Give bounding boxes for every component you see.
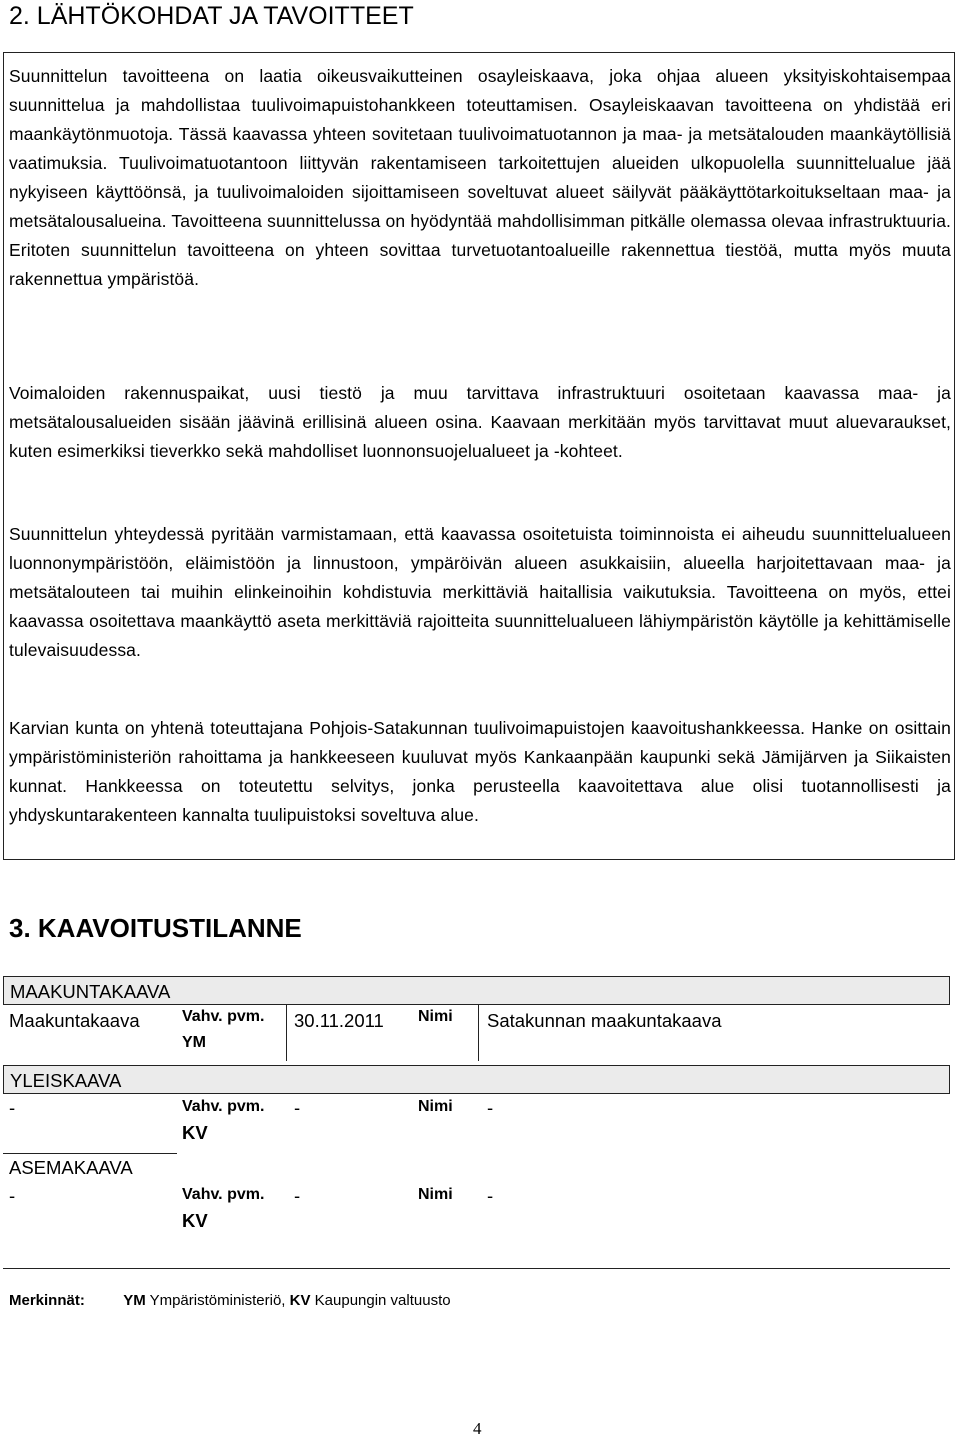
table-bottom-rule (3, 1268, 950, 1269)
yleiskaava-vahv-authority: KV (182, 1122, 208, 1143)
yleiskaava-nimi-label: Nimi (418, 1098, 453, 1115)
legend-label: Merkinnät: (9, 1292, 85, 1309)
asemakaava-nimi-label: Nimi (418, 1186, 453, 1203)
section-3-title: 3. KAAVOITUSTILANNE (9, 913, 302, 943)
maakuntakaava-name: Satakunnan maakuntakaava (487, 1010, 722, 1031)
maakuntakaava-header: MAAKUNTAKAAVA (3, 976, 950, 1005)
yleiskaava-label: - (9, 1097, 16, 1118)
maakuntakaava-date: 30.11.2011 (294, 1010, 384, 1031)
asemakaava-divider (3, 1153, 177, 1154)
asemakaava-label: - (9, 1185, 16, 1206)
maakuntakaava-vahv-authority: YM (182, 1034, 206, 1051)
date-divider (286, 1004, 287, 1061)
yleiskaava-date: - (294, 1097, 301, 1118)
yleiskaava-vahv-label: Vahv. pvm. (182, 1098, 265, 1115)
page-number: 4 (473, 1419, 482, 1438)
paragraph-2: Voimaloiden rakennuspaikat, uusi tiestö ja muu tarvittava infrastruktuuri osoitetaan kaavassa maa- ja metsätalousalueiden sisään jäävinä erillisinä alueen osina. Kaavaan merkitään myös tarvittavat muut aluevaraukset, kuten esimerkiksi tieverkko sekä mahdolliset luonnonsuojelualueet ja -kohteet. (9, 383, 951, 461)
asemakaava-vahv-label: Vahv. pvm. (182, 1186, 265, 1203)
section-2-title: 2. LÄHTÖKOHDAT JA TAVOITTEET (9, 2, 414, 30)
paragraph-4: Karvian kunta on yhtenä toteuttajana Pohjois-Satakunnan tuulivoimapuistojen kaavoitushankkeessa. Hanke on osittain ympäristöministeriön rahoittama ja hankkeeseen kuuluvat myös Kankaanpään kaupunki sekä Jämijärven ja Siikaisten kunnat. Hankkeessa on toteutettu selvitys, jonka perusteella kaavoitettava alue olisi tuotannollisesti ja yhdyskuntarakenteen kannalta tuulipuistoksi soveltuva alue. (9, 718, 951, 825)
maakuntakaava-vahv-label: Vahv. pvm. (182, 1008, 265, 1025)
paragraph-1: Suunnittelun tavoitteena on laatia oikeusvaikutteinen osayleiskaava, joka ohjaa alueen yksityiskohtaisempaa suunnittelua ja mahdollistaa tuulivoimapuistohankkeen toteuttamisen. Osayleiskaavan tavoitteena on yhdistää eri maankäytönmuotoja. Tässä kaavassa yhteen sovitetaan tuulivoimatuotannon ja maa- ja metsätalouden maankäytöllisiä vaatimuksia. Tuulivoimatuotantoon liittyvän rakentamiseen tarkoitettujen alueiden ulkopuolella suunnittelualue jää nykyiseen käyttöönsä, ja tuulivoimaloiden sijoittamiseen soveltuvat alueet säilyvät pääkäyttötarkoitukseltaan maa- ja metsätalousalueina. Tavoitteena suunnittelussa on hyödyntää mahdollisimman pitkälle olemassa olevaa infrastruktuuria. Eritoten suunnittelun tavoitteena on yhteen sovittaa turvetuotantoalueille rakennettua tiestöä, mutta myös muuta rakennettua ympäristöä. (9, 66, 951, 289)
yleiskaava-name: - (487, 1097, 494, 1118)
yleiskaava-header: YLEISKAAVA (3, 1065, 950, 1094)
asemakaava-date: - (294, 1185, 301, 1206)
asemakaava-vahv-authority: KV (182, 1210, 208, 1231)
maakuntakaava-nimi-label: Nimi (418, 1008, 453, 1025)
legend (9, 1292, 451, 1309)
legend-ym-text: Ympäristöministeriö, (149, 1292, 286, 1309)
asemakaava-header: ASEMAKAAVA (9, 1157, 133, 1178)
name-divider (478, 1004, 479, 1061)
maakuntakaava-label: Maakuntakaava (9, 1010, 140, 1031)
paragraph-3: Suunnittelun yhteydessä pyritään varmistamaan, että kaavassa osoitetuista toiminnoista ei aiheudu suunnittelualueen luonnonympäristöön, eläimistöön ja linnustoon, ympäröivän alueen asukkaisiin, alueella harjoitettavaan maa- ja metsätalouteen tai muihin elinkeinoihin kohdistuvia merkittäviä haitallisia vaikutuksia. Tavoitteena on myös, ettei kaavassa osoitettava maankäyttö aseta merkittäviä rajoitteita suunnittelualueen lähiympäristön käytölle ja kehittämiselle tulevaisuudessa. (9, 524, 951, 660)
legend-kv-text: Kaupungin valtuusto (314, 1292, 451, 1309)
asemakaava-name: - (487, 1185, 494, 1206)
legend-kv-abbr: KV (289, 1292, 311, 1309)
legend-ym-abbr: YM (123, 1292, 146, 1309)
